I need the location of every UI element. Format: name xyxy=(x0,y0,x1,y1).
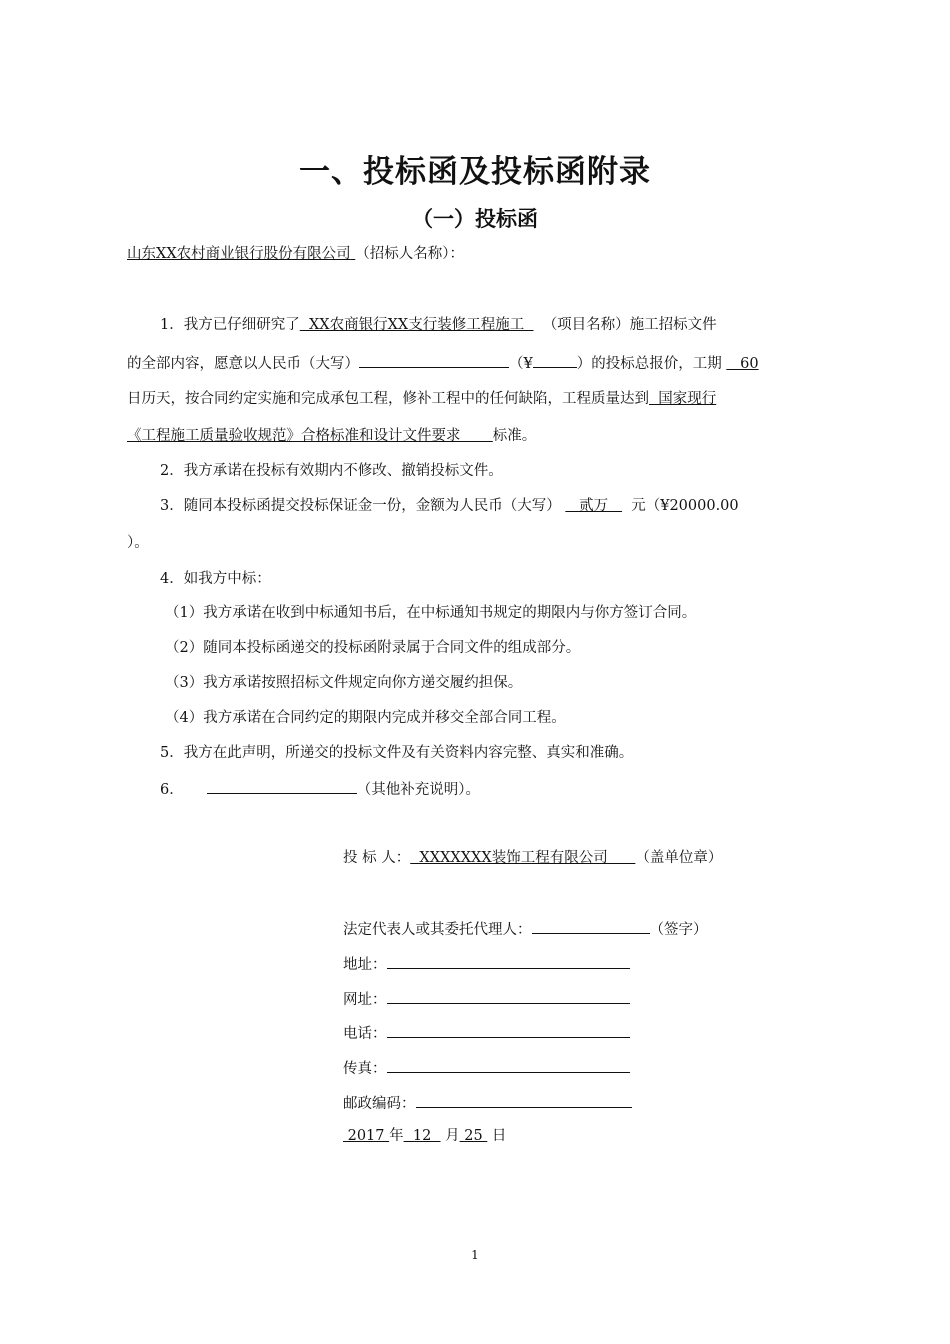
section-subtitle: （一）投标函 xyxy=(412,207,538,231)
item3-line1 xyxy=(160,496,739,516)
item2: 2．我方承诺在投标有效期内不修改、撤销投标文件。 xyxy=(160,463,503,479)
address-blank xyxy=(387,953,630,969)
phone-label: 电话： xyxy=(343,1026,387,1042)
item3-prefix: 3．随同本投标函提交投标保证金一份，金额为人民币（大写） xyxy=(160,498,561,514)
page-title: 一、投标函及投标函附录 xyxy=(299,154,651,190)
representative-line xyxy=(343,918,708,940)
address-label: 地址： xyxy=(343,957,387,973)
duration-days: 60 xyxy=(726,356,759,372)
fax-blank xyxy=(387,1057,630,1073)
item6 xyxy=(160,778,480,800)
date-line xyxy=(343,1126,506,1146)
bidder-name: XXXXXXX装饰工程有限公司 xyxy=(410,850,636,866)
item3-tail: ）。 xyxy=(127,535,149,551)
item1-prefix: 1．我方已仔细研究了 xyxy=(160,317,300,333)
item1-line2 xyxy=(127,352,759,374)
fax-label: 传真： xyxy=(343,1061,387,1077)
phone-blank xyxy=(387,1022,630,1038)
date-month-label: 月 xyxy=(445,1128,460,1144)
item1-project-name: XX农商银行XX支行装修工程施工 xyxy=(299,317,534,333)
postcode-label: 邮政编码： xyxy=(343,1096,416,1112)
item1-line2c: ）的投标总报价，工期 xyxy=(576,356,722,372)
item6-suffix: （其他补充说明）。 xyxy=(356,782,481,798)
bidder-line xyxy=(343,848,722,868)
website-label: 网址： xyxy=(343,992,387,1008)
bidder-label: 投 标 人： xyxy=(343,850,411,866)
date-month: 12 xyxy=(403,1128,441,1144)
date-year: 2017 xyxy=(343,1128,390,1144)
page-number: 1 xyxy=(471,1248,479,1262)
fax-line xyxy=(343,1057,630,1079)
item1-line4-suffix: 标准。 xyxy=(492,428,537,444)
quality-standard-a: 国家现行 xyxy=(649,391,717,407)
item1-line2b: （¥ xyxy=(509,356,533,372)
item4-head: 4．如我方中标： xyxy=(160,571,271,587)
website-line xyxy=(343,988,630,1010)
date-day-label: 日 xyxy=(491,1128,507,1144)
item4-sub2: （2）随同本投标函递交的投标函附录属于合同文件的组成部分。 xyxy=(165,640,581,656)
recipient-suffix: （招标人名称）： xyxy=(355,246,465,262)
item1-line3 xyxy=(127,389,716,409)
postcode-blank xyxy=(416,1092,632,1108)
phone-line xyxy=(343,1022,630,1044)
rep-label: 法定代表人或其委托代理人： xyxy=(343,922,532,938)
item1-line2a: 的全部内容，愿意以人民币（大写） xyxy=(127,356,359,372)
postcode-line xyxy=(343,1092,632,1114)
item5: 5．我方在此声明，所递交的投标文件及有关资料内容完整、真实和准确。 xyxy=(160,745,634,761)
item4-sub1: （1）我方承诺在收到中标通知书后，在中标通知书规定的期限内与你方签订合同。 xyxy=(165,605,697,621)
item4-sub3: （3）我方承诺按照招标文件规定向你方递交履约担保。 xyxy=(165,675,523,691)
price-words-blank xyxy=(359,352,509,368)
bidder-suffix: （盖单位章） xyxy=(635,850,723,866)
item1-line4 xyxy=(127,426,536,446)
item3-middle: 元（¥20000.00 xyxy=(631,498,739,514)
recipient-line xyxy=(127,244,464,264)
price-figure-blank xyxy=(533,352,577,368)
other-notes-blank xyxy=(207,778,357,794)
item6-prefix: 6． xyxy=(160,782,184,798)
address-line xyxy=(343,953,630,975)
deposit-amount-words: 贰万 xyxy=(565,498,622,514)
rep-signature-blank xyxy=(532,918,650,934)
date-year-label: 年 xyxy=(389,1128,404,1144)
date-day: 25 xyxy=(459,1128,488,1144)
website-blank xyxy=(387,988,630,1004)
item1-line1 xyxy=(160,315,717,335)
rep-suffix: （签字） xyxy=(649,922,708,938)
quality-standard-b: 《工程施工质量验收规范》合格标准和设计文件要求 xyxy=(127,428,461,444)
item1-line3a: 日历天，按合同约定实施和完成承包工程，修补工程中的任何缺陷，工程质量达到 xyxy=(127,391,649,407)
recipient-name: 山东XX农村商业银行股份有限公司 xyxy=(127,246,351,262)
item1-after-project: （项目名称）施工招标文件 xyxy=(542,317,717,333)
item4-sub4: （4）我方承诺在合同约定的期限内完成并移交全部合同工程。 xyxy=(165,710,566,726)
